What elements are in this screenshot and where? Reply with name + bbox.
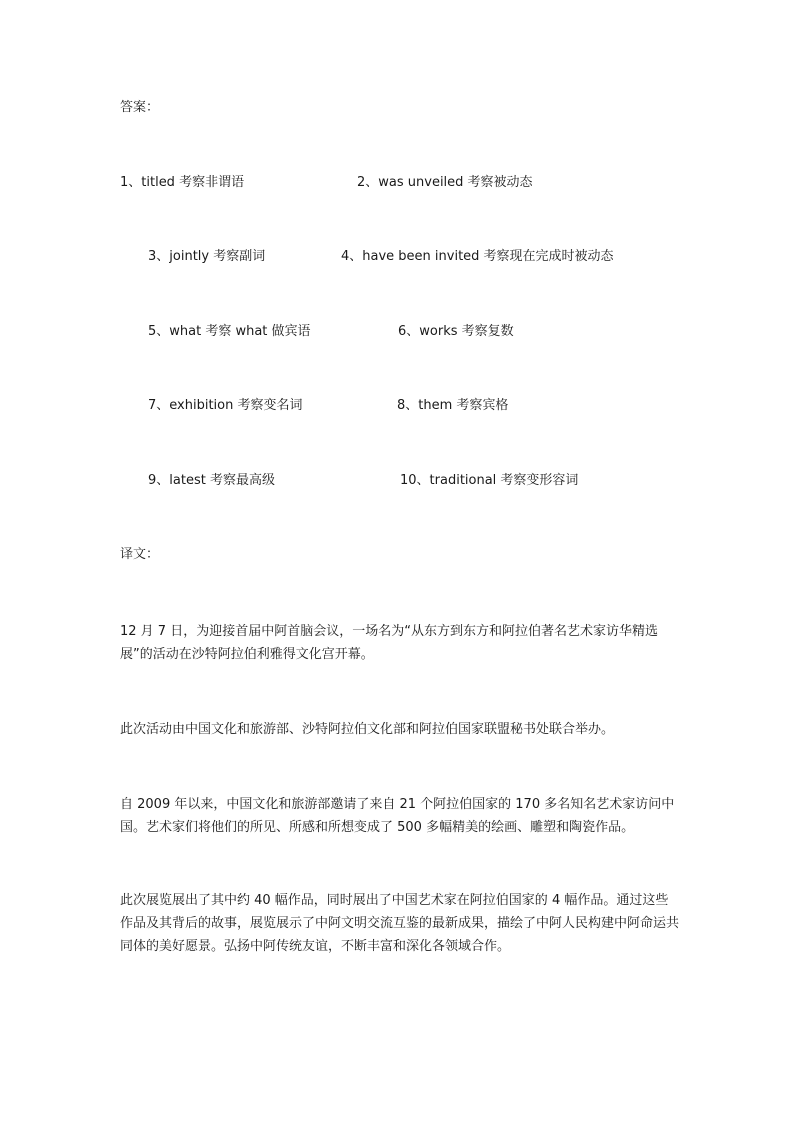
translation-paragraph-2: 此次活动由中国文化和旅游部、沙特阿拉伯文化部和阿拉伯国家联盟秘书处联合举办。 — [120, 722, 615, 737]
answer-item-7: 7、exhibition 考察变名词 — [148, 398, 303, 413]
answer-item-8: 8、them 考察宾格 — [397, 398, 509, 413]
translation-heading: 译文： — [120, 547, 160, 562]
answer-item-4: 4、have been invited 考察现在完成时被动态 — [341, 249, 614, 264]
answer-item-6: 6、works 考察复数 — [398, 324, 514, 339]
translation-paragraph-3: 自 2009 年以来，中国文化和旅游部邀请了来自 21 个阿拉伯国家的 170 多名知名艺术家访问中国。艺术家们将他们的所见、所感和所想变成了 500 多幅精美的绘画、雕塑和陶瓷作品。 — [120, 797, 675, 835]
answer-item-9: 9、latest 考察最高级 — [148, 473, 275, 488]
answer-item-2: 2、was unveiled 考察被动态 — [357, 175, 533, 190]
answer-item-10: 10、traditional 考察变形容词 — [400, 473, 579, 488]
translation-paragraph-1: 12 月 7 日，为迎接首届中阿首脑会议，一场名为“从东方到东方和阿拉伯著名艺术家访华精选展”的活动在沙特阿拉伯利雅得文化宫开幕。 — [120, 624, 658, 662]
answer-item-5: 5、what 考察 what 做宾语 — [148, 324, 311, 339]
answer-item-1: 1、titled 考察非谓语 — [120, 175, 245, 190]
translation-paragraph-4: 此次展览展出了其中约 40 幅作品，同时展出了中国艺术家在阿拉伯国家的 4 幅作品。通过这些作品及其背后的故事，展览展示了中阿文明交流互鉴的最新成果，描绘了中阿人民构建中阿命运共同体的美好愿景。弘扬中阿传统友谊，不断丰富和深化各领域合作。 — [120, 893, 680, 954]
answer-heading: 答案： — [120, 100, 160, 115]
answer-item-3: 3、jointly 考察副词 — [148, 249, 266, 264]
